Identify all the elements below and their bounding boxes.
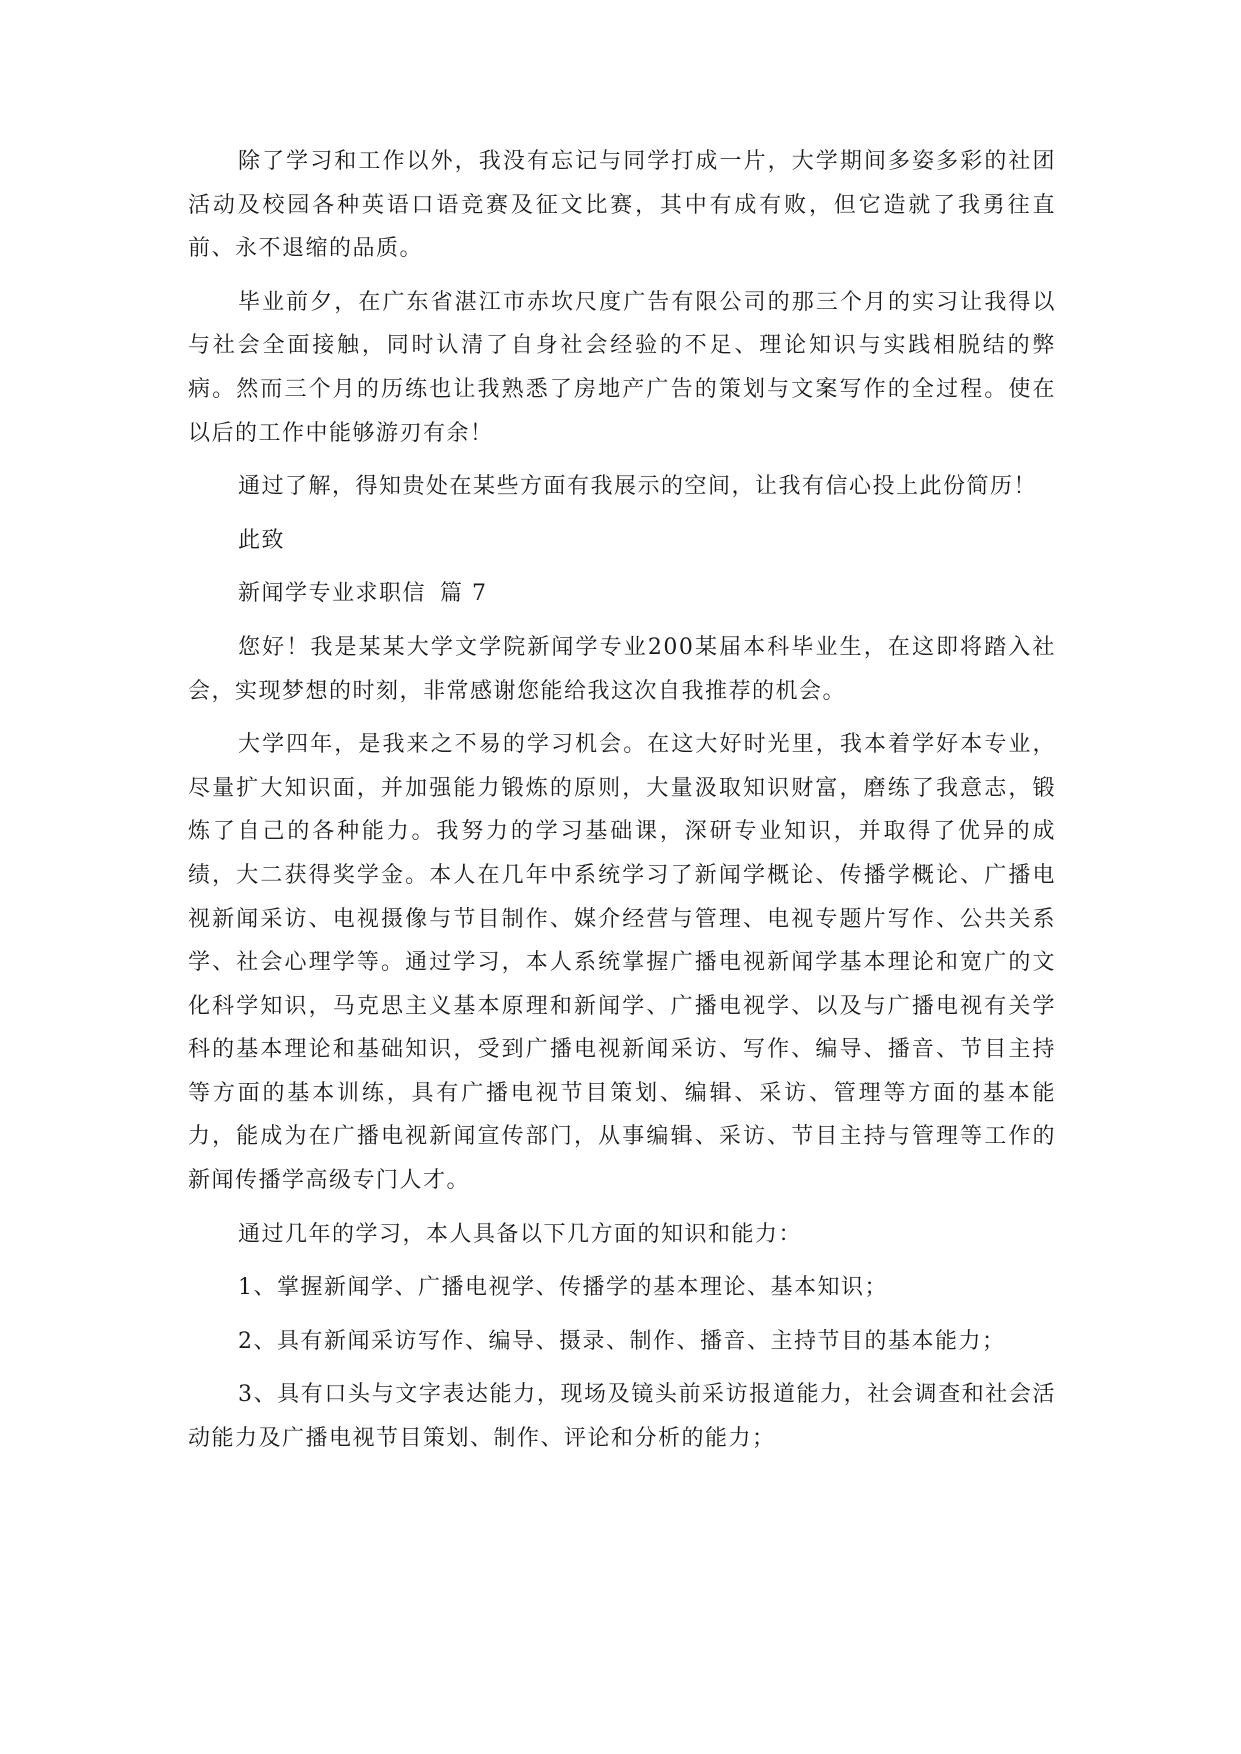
paragraph-internship: 毕业前夕，在广东省湛江市赤坎尺度广告有限公司的那三个月的实习让我得以与社会全面接触，同时认清了自身社会经验的不足、理论知识与实践相脱结的弊病。然而三个月的历练也让我熟悉了房地产广告的策划与文案写作的全过程。使在以后的工作中能够游刃有余！ <box>188 289 1056 446</box>
list-item-1: 1、掌握新闻学、广播电视学、传播学的基本理论、基本知识； <box>238 1275 888 1301</box>
list-item-2: 2、具有新闻采访写作、编导、摄录、制作、播音、主持节目的基本能力； <box>238 1328 1006 1354</box>
section-heading-title: 新闻学专业求职信 <box>238 581 427 607</box>
section-heading-part: 篇 7 <box>440 581 488 607</box>
section-heading <box>188 572 1056 616</box>
paragraph-university: 大学四年，是我来之不易的学习机会。在这大好时光里，我本着学好本专业，尽量扩大知识面，并加强能力锻炼的原则，大量汲取知识财富，磨练了我意志，锻炼了自己的各种能力。我努力的学习基础课，深研专业知识，并取得了优异的成绩，大二获得奖学金。本人在几年中系统学习了新闻学概论、传播学概论、广播电视新闻采访、电视摄像与节目制作、媒介经营与管理、电视专题片写作、公共关系学、社会心理学等。通过学习，本人系统掌握广播电视新闻学基本理论和宽广的文化科学知识，马克思主义基本原理和新闻学、广播电视学、以及与广播电视有关学科的基本理论和基础知识，受到广播电视新闻采访、写作、编导、播音、节目主持等方面的基本训练，具有广播电视节目策划、编辑、采访、管理等方面的基本能力，能成为在广播电视新闻宣传部门，从事编辑、采访、节目主持与管理等工作的新闻传播学高级专门人才。 <box>188 732 1056 1194</box>
paragraph-closing: 此致 <box>238 527 286 553</box>
paragraph-activities: 除了学习和工作以外，我没有忘记与同学打成一片，大学期间多姿多彩的社团活动及校园各种英语口语竞赛及征文比赛，其中有成有败，但它造就了我勇往直前、永不退缩的品质。 <box>188 149 1056 262</box>
paragraph-greeting: 您好！我是某某大学文学院新闻学专业200某届本科毕业生，在这即将踏入社会，实现梦想的时刻，非常感谢您能给我这次自我推荐的机会。 <box>188 634 1056 704</box>
list-item-3: 3、具有口头与文字表达能力，现场及镜头前采访报道能力，社会调查和社会活动能力及广播电视节目策划、制作、评论和分析的能力； <box>188 1382 1056 1452</box>
document-body <box>188 140 1056 1471</box>
paragraph-confidence: 通过了解，得知贵处在某些方面有我展示的空间，让我有信心投上此份简历！ <box>238 474 1038 500</box>
paragraph-abilities-intro: 通过几年的学习，本人具备以下几方面的知识和能力： <box>238 1221 803 1247</box>
